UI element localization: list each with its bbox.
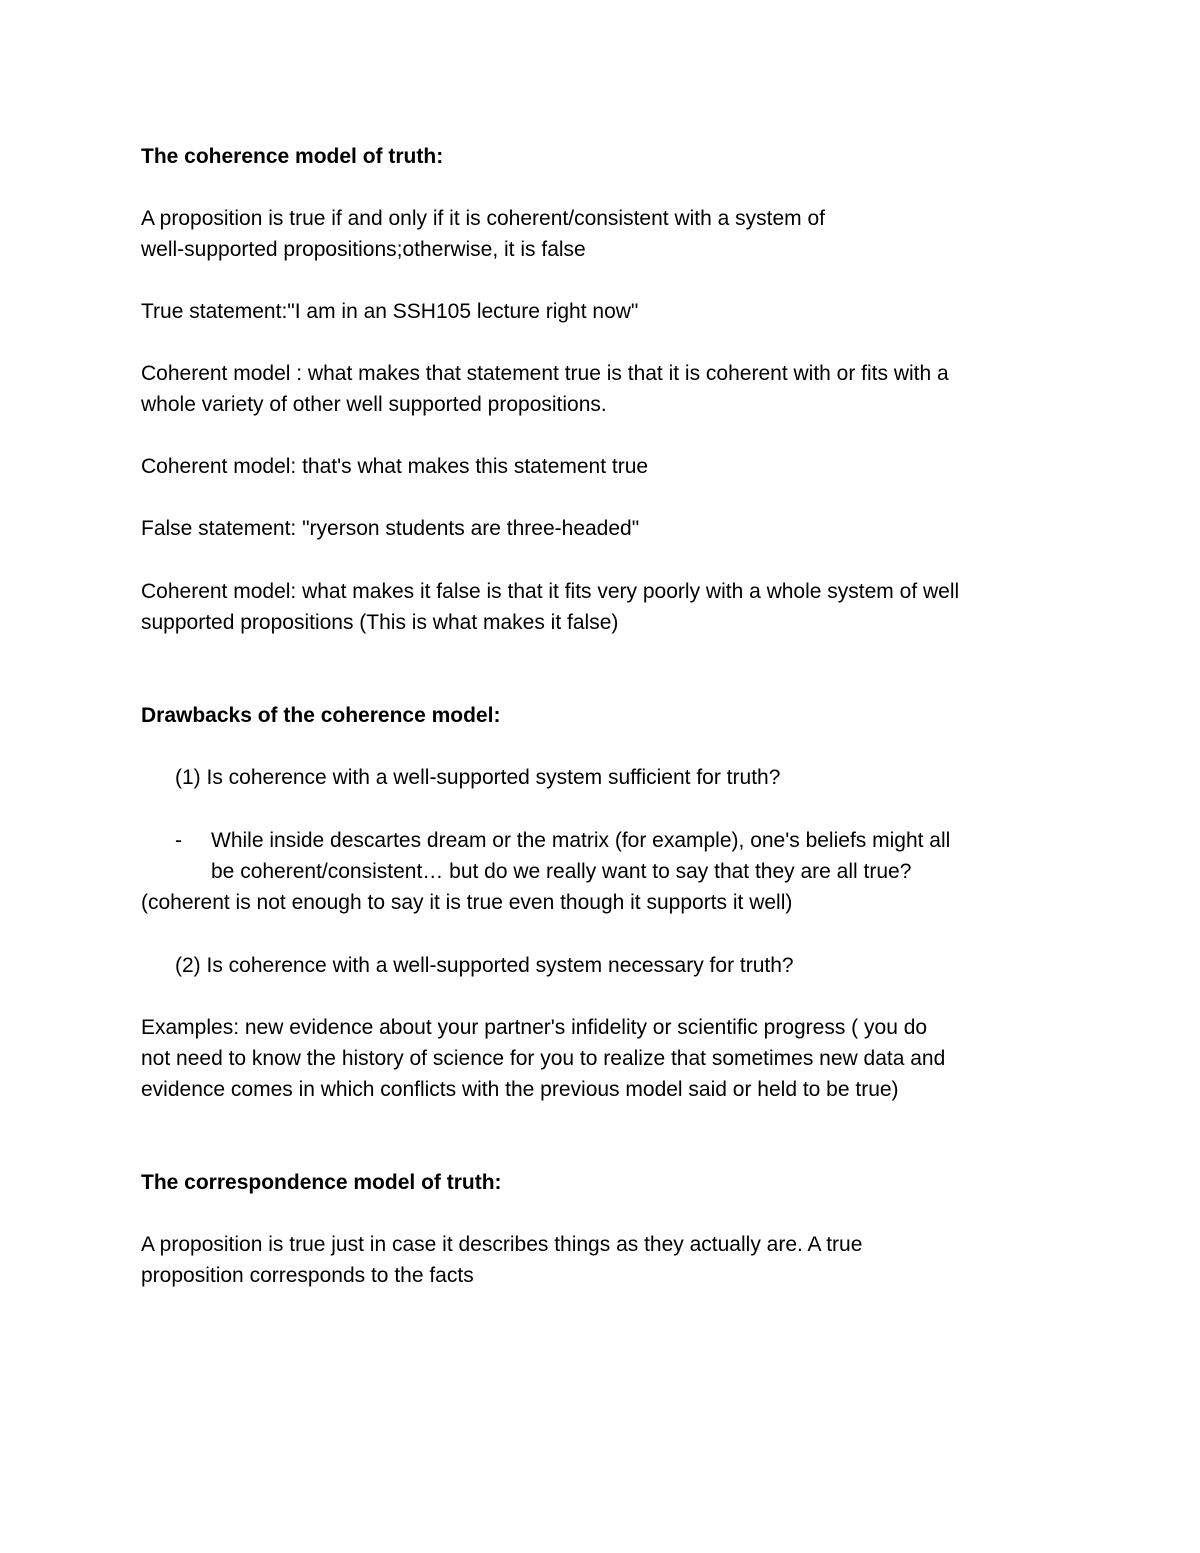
question-2: (2) Is coherence with a well-supported system necessary for truth? bbox=[175, 954, 794, 977]
coherent-model-paragraph-1 bbox=[141, 358, 1081, 420]
coherent-model-paragraph-3-line-1: Coherent model: what makes it false is that it fits very poorly with a whole system of well bbox=[141, 580, 960, 603]
correspondence-definition bbox=[141, 1229, 1081, 1291]
false-statement: False statement: "ryerson students are three-headed" bbox=[141, 517, 640, 540]
coherent-model-paragraph-1-line-2: whole variety of other well supported propositions. bbox=[141, 393, 607, 416]
coherent-model-paragraph-2: Coherent model: that's what makes this statement true bbox=[141, 455, 649, 478]
question-1: (1) Is coherence with a well-supported system sufficient for truth? bbox=[175, 766, 781, 789]
correspondence-definition-line-2: proposition corresponds to the facts bbox=[141, 1264, 474, 1287]
bullet-text bbox=[211, 825, 1091, 887]
bullet-text-line-1: While inside descartes dream or the matrix (for example), one's beliefs might all bbox=[211, 829, 951, 852]
coherence-definition-line-1: A proposition is true if and only if it is coherent/consistent with a system of bbox=[141, 207, 825, 230]
heading-correspondence-model: The correspondence model of truth: bbox=[141, 1171, 502, 1194]
examples-line-3: evidence comes in which conflicts with the previous model said or held to be true) bbox=[141, 1078, 899, 1101]
coherence-definition-line-2: well-supported propositions;otherwise, it is false bbox=[141, 238, 586, 261]
examples-line-1: Examples: new evidence about your partner's infidelity or scientific progress ( you do bbox=[141, 1016, 928, 1039]
coherent-not-enough-note: (coherent is not enough to say it is true even though it supports it well) bbox=[141, 891, 793, 914]
examples-paragraph bbox=[141, 1012, 1081, 1105]
correspondence-definition-line-1: A proposition is true just in case it describes things as they actually are. A true bbox=[141, 1233, 863, 1256]
heading-coherence-model: The coherence model of truth: bbox=[141, 145, 444, 168]
examples-line-2: not need to know the history of science for you to realize that sometimes new data and bbox=[141, 1047, 946, 1070]
coherent-model-paragraph-1-line-1: Coherent model : what makes that statement true is that it is coherent with or fits with a bbox=[141, 362, 949, 385]
bullet-dash: - bbox=[175, 829, 182, 852]
bullet-text-line-2: be coherent/consistent… but do we really want to say that they are all true? bbox=[211, 860, 912, 883]
coherent-model-paragraph-3-line-2: supported propositions (This is what makes it false) bbox=[141, 611, 619, 634]
heading-drawbacks: Drawbacks of the coherence model: bbox=[141, 704, 501, 727]
coherence-definition bbox=[141, 203, 1081, 265]
coherent-model-paragraph-3 bbox=[141, 576, 1081, 638]
true-statement: True statement:"I am in an SSH105 lecture right now" bbox=[141, 300, 639, 323]
